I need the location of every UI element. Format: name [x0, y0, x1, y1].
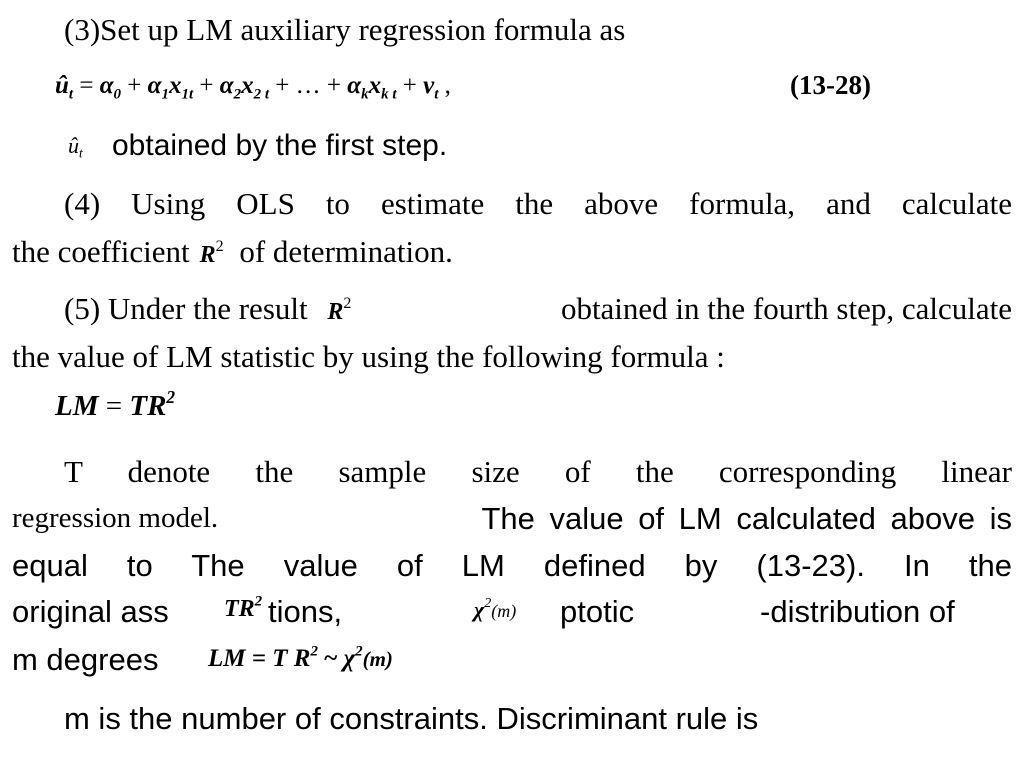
eq-lhs: $û_t$ [55, 72, 74, 103]
eq-term-1: $\alpha_1x_{1t}$ [147, 72, 194, 103]
chi-squared-overlay: $\chi^2(m)$ [470, 597, 520, 623]
step3-note: obtained by the first step. [112, 129, 448, 162]
step5-line2: the value of LM statistic by using the following formula : [12, 339, 725, 374]
paragraph-line2: regression model. The value of LM calculated above is [12, 501, 1012, 536]
lm-formula: LM = $TR^2$ [55, 386, 176, 422]
eq-ellipsis: … [295, 72, 321, 99]
r-squared-symbol: R [199, 242, 216, 268]
paragraph-line3: equal to The value of LM defined by (13-23). In the [12, 548, 1012, 583]
step5-line1: (5) Under the result $R^2$ obtained in the fourth step, calculate [64, 291, 1012, 326]
equation-13-28: $û_t = \alpha_0 + \alpha_1x_{1t} + \alpha_2x_{2 t}$ + … + $\alpha_kx_{k t} + v_t$ , [55, 72, 451, 103]
u-hat-symbol: $û_t$ [68, 133, 83, 161]
last-line: m is the number of constraints. Discriminant rule is [64, 701, 759, 736]
eq-term-0: $\alpha_0$ [99, 72, 122, 103]
r-squared-symbol-2: R [327, 299, 344, 325]
slide-page: (3)Set up LM auxiliary regression formula as $û_t = \alpha_0 + \alpha_1x_{1t} + \alpha_2x_{2 t}$ + … + $\alpha_kx_{k t} + v_t$ , (13-28) $û_t$ obtained by the first step. (4) Using OLS to estimate the above formula, and calculate the coefficient $R^2$ of determination. (5) Under the result $R^2$ obtained in the fourth step, calculate the value of LM statistic by using the following formula : LM = $TR^2$ T denote the sample size of the corresponding linear regression model. The value of LM calculated above is equal to The value of LM defined by (13-23). In the original ass tions, ptotic -distribution of $TR^2$ $\chi^2(m)$ m degrees LM = T $R^2$ ~ $\chi^2(m)$ m is the number of constraints. Discriminant rule is [0, 0, 1024, 768]
step3-heading: (3)Set up LM auxiliary regression formula as [64, 12, 626, 47]
paragraph-line1: T denote the sample size of the corresponding linear [64, 454, 1012, 489]
eq-term-v: $v_t$ [423, 72, 439, 103]
step4-line2: the coefficient $R^2$ of determination. [12, 234, 453, 269]
step4-line1: (4) Using OLS to estimate the above formula, and calculate [64, 186, 1012, 221]
lm-chi-formula: LM = T $R^2$ ~ $\chi^2(m)$ [208, 643, 393, 672]
eq-term-k: $\alpha_kx_{k t}$ [347, 72, 397, 103]
equation-number: (13-28) [790, 70, 871, 100]
paragraph-line5: m degrees [12, 642, 159, 677]
eq-term-2: $\alpha_2x_{2 t}$ [219, 72, 270, 103]
tr-squared-overlay: $TR^2$ [224, 593, 263, 622]
